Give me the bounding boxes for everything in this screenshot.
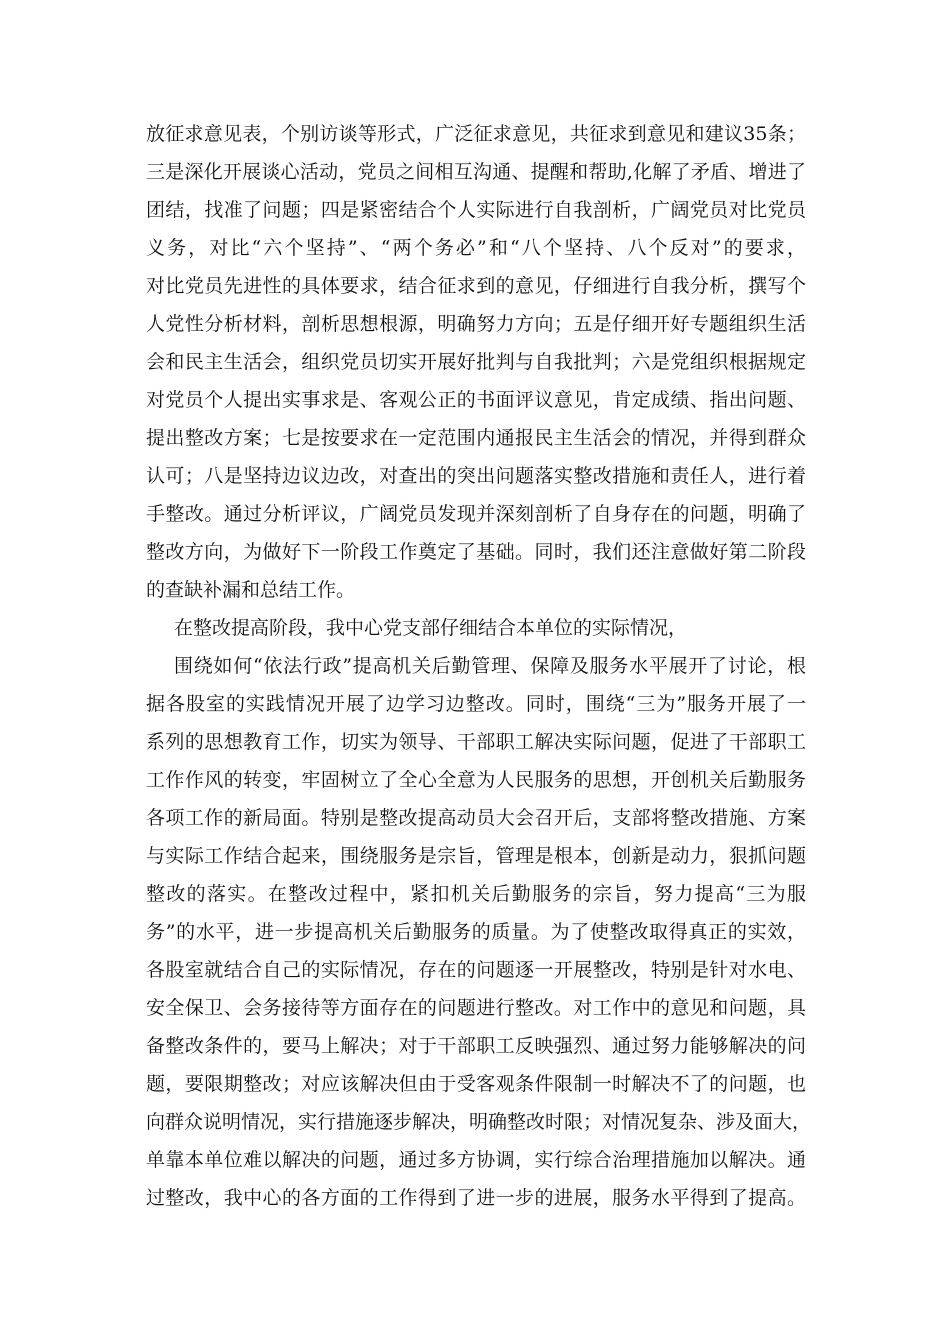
text-line: 据各股室的实践情况开展了边学习边整改。同时，围绕“三为”服务开展了一 — [146, 693, 806, 715]
text-line: 手整改。通过分析评议，广阔党员发现并深刻剖析了自身存在的问题，明确了 — [146, 503, 806, 525]
text-line: 围绕如何“依法行政”提高机关后勤管理、保障及服务水平展开了讨论，根 — [174, 655, 806, 677]
text-line: 整改的落实。在整改过程中，紧扣机关后勤服务的宗旨，努力提高“三为服 — [146, 883, 806, 905]
text-line: 单靠本单位难以解决的问题，通过多方协调，实行综合治理措施加以解决。通 — [146, 1149, 806, 1171]
text-line: 对党员个人提出实事求是、客观公正的书面评议意见，肯定成绩、指出问题、 — [146, 389, 806, 411]
text-line: 团结，找准了问题；四是紧密结合个人实际进行自我剖析，广阔党员对比党员 — [146, 199, 806, 221]
text-line: 务”的水平，进一步提高机关后勤服务的质量。为了使整改取得真正的实效， — [146, 921, 806, 943]
text-line: 的查缺补漏和总结工作。 — [146, 579, 356, 601]
text-line: 题，要限期整改；对应该解决但由于受客观条件限制一时解决不了的问题，也 — [146, 1073, 806, 1095]
text-line: 人党性分析材料，剖析思想根源，明确努力方向；五是仔细开好专题组织生活 — [146, 313, 806, 335]
text-line: 工作作风的转变，牢固树立了全心全意为人民服务的思想，开创机关后勤服务 — [146, 769, 806, 791]
text-line: 提出整改方案；七是按要求在一定范围内通报民主生活会的情况，并得到群众 — [146, 427, 806, 449]
text-line: 各项工作的新局面。特别是整改提高动员大会召开后，支部将整改措施、方案 — [146, 807, 806, 829]
text-line: 会和民主生活会，组织党员切实开展好批判与自我批判；六是党组织根据规定 — [146, 351, 806, 373]
text-line: 三是深化开展谈心活动，党员之间相互沟通、提醒和帮助,化解了矛盾、增进了 — [146, 161, 806, 183]
text-line: 放征求意见表，个别访谈等形式，广泛征求意见，共征求到意见和建议35条； — [146, 123, 806, 145]
text-line: 义务，对比“六个坚持”、“两个务必”和“八个坚持、八个反对”的要求， — [146, 237, 806, 259]
text-line: 安全保卫、会务接待等方面存在的问题进行整改。对工作中的意见和问题，具 — [146, 997, 806, 1019]
text-line: 在整改提高阶段，我中心党支部仔细结合本单位的实际情况， — [174, 617, 688, 639]
text-line: 整改方向，为做好下一阶段工作奠定了基础。同时，我们还注意做好第二阶段 — [146, 541, 806, 563]
text-line: 向群众说明情况，实行措施逐步解决，明确整改时限；对情况复杂、涉及面大， — [146, 1111, 812, 1133]
text-line: 认可；八是坚持边议边改，对查出的突出问题落实整改措施和责任人，进行着 — [146, 465, 806, 487]
text-line: 与实际工作结合起来，围绕服务是宗旨，管理是根本，创新是动力，狠抓问题 — [146, 845, 806, 867]
text-line: 系列的思想教育工作，切实为领导、干部职工解决实际问题，促进了干部职工 — [146, 731, 806, 753]
text-line: 过整改，我中心的各方面的工作得到了进一步的进展，服务水平得到了提高。 — [146, 1187, 806, 1209]
text-line: 备整改条件的，要马上解决；对于干部职工反映强烈、通过努力能够解决的问 — [146, 1035, 806, 1057]
text-line: 对比党员先进性的具体要求，结合征求到的意见，仔细进行自我分析，撰写个 — [146, 275, 806, 297]
text-line: 各股室就结合自己的实际情况，存在的问题逐一开展整改，特别是针对水电、 — [146, 959, 806, 981]
